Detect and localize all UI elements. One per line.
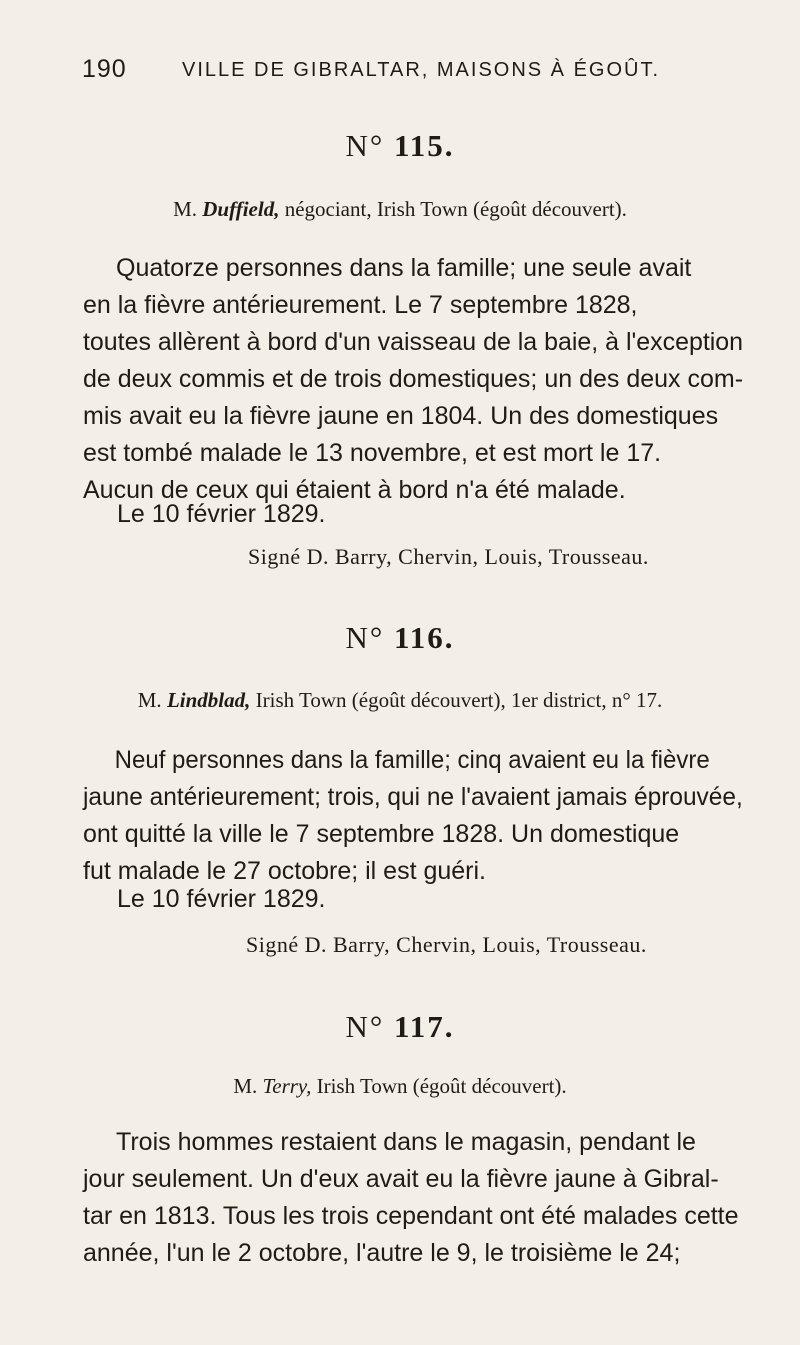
paragraph-line: jaune antérieurement; trois, qui ne l'avaient jamais éprouvée, (83, 783, 743, 811)
paragraph-line: Quatorze personnes dans la famille; une seule avait (116, 254, 692, 282)
number-label: N° (345, 1009, 385, 1044)
entry-detail: négociant, Irish Town (égoût découvert). (284, 197, 627, 221)
signature-line: Signé D. Barry, Chervin, Louis, Trousseau. (248, 544, 649, 569)
entry-paragraph (83, 742, 743, 890)
paragraph-line: ont quitté la ville le 7 septembre 1828. Un domestique (83, 820, 680, 848)
date-line: Le 10 février 1829. (117, 500, 326, 528)
date-line: Le 10 février 1829. (117, 885, 326, 913)
paragraph-line: mis avait eu la fièvre jaune en 1804. Un des domestiques (83, 402, 719, 430)
entry-paragraph (83, 250, 743, 509)
paragraph-line: année, l'un le 2 octobre, l'autre le 9, le troisième le 24; (83, 1239, 681, 1267)
running-head (82, 55, 722, 87)
running-title: VILLE DE GIBRALTAR, MAISONS À ÉGOÛT. (182, 59, 661, 81)
entry-name: Lindblad, (166, 688, 251, 712)
entry-number (0, 620, 800, 656)
entry-name: Terry, (262, 1074, 312, 1098)
paragraph-line: jour seulement. Un d'eux avait eu la fièvre jaune à Gibral- (83, 1165, 719, 1193)
paragraph-line: en la fièvre antérieurement. Le 7 septembre 1828, (83, 291, 638, 319)
entry-number (0, 1009, 800, 1045)
paragraph-line: est tombé malade le 13 novembre, et est mort le 17. (83, 439, 662, 467)
entry-prefix: M. (137, 688, 162, 712)
number-value: 117. (394, 1009, 455, 1044)
paragraph-line: de deux commis et de trois domestiques; un des deux com- (83, 365, 744, 393)
entry-heading (0, 688, 800, 713)
paragraph-line: Aucun de ceux qui étaient à bord n'a été malade. (83, 476, 626, 504)
number-label: N° (345, 620, 385, 655)
number-value: 116. (394, 620, 455, 655)
number-value: 115. (394, 128, 455, 163)
entry-heading (0, 1074, 800, 1099)
entry-number (0, 128, 800, 164)
entry-detail: Irish Town (égoût découvert), 1er district, n° 17. (255, 688, 663, 712)
entry-name: Duffield, (202, 197, 280, 221)
signature-line: Signé D. Barry, Chervin, Louis, Trousseau. (246, 932, 647, 957)
entry-prefix: M. (173, 197, 197, 221)
paragraph-line: tar en 1813. Tous les trois cependant ont été malades cette (83, 1202, 739, 1230)
paragraph-line: fut malade le 27 octobre; il est guéri. (83, 857, 487, 885)
number-label: N° (345, 128, 385, 163)
page-number: 190 (82, 55, 127, 83)
paragraph-line: Neuf personnes dans la famille; cinq avaient eu la fièvre (114, 746, 710, 774)
entry-prefix: M. (233, 1074, 258, 1098)
paragraph-line: Trois hommes restaient dans le magasin, pendant le (116, 1128, 696, 1156)
paragraph-line: toutes allèrent à bord d'un vaisseau de la baie, à l'exception (83, 328, 744, 356)
entry-paragraph (83, 1124, 743, 1272)
entry-heading (0, 197, 800, 222)
entry-detail: Irish Town (égoût découvert). (316, 1074, 567, 1098)
